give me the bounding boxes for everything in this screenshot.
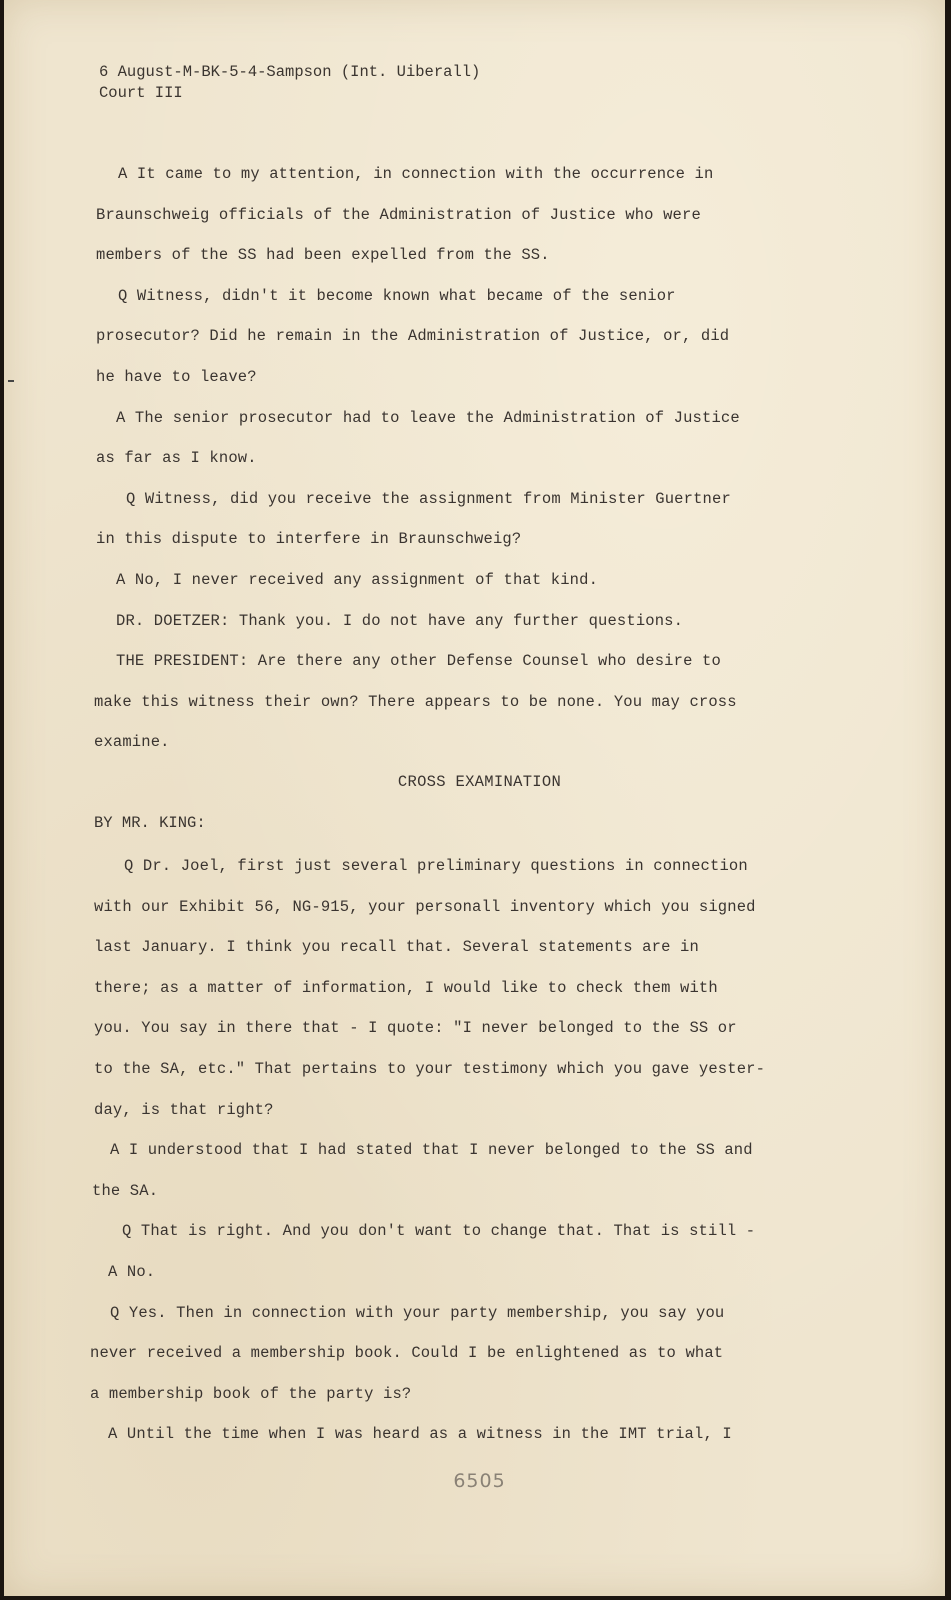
transcript-line: DR. DOETZER: Thank you. I do not have any further questions. xyxy=(116,611,684,630)
transcript-line: with our Exhibit 56, NG-915, your personall inventory which you signed xyxy=(94,897,756,916)
transcript-line: in this dispute to interfere in Braunschweig? xyxy=(96,530,522,549)
transcript-line: never received a membership book. Could I be enlightened as to what xyxy=(90,1344,724,1363)
transcript-line: Q Witness, didn't it become known what became of the senior xyxy=(118,286,676,305)
transcript-line: last January. I think you recall that. Several statements are in xyxy=(94,938,699,957)
transcript-line: Q That is right. And you don't want to change that. That is still - xyxy=(122,1222,756,1241)
transcript-line: A It came to my attention, in connection with the occurrence in xyxy=(118,165,714,183)
examiner-line: BY MR. KING: xyxy=(94,814,206,832)
transcript-line: examine. xyxy=(94,733,170,752)
transcript-line: a membership book of the party is? xyxy=(90,1384,412,1403)
transcript-line: A No. xyxy=(108,1262,156,1281)
transcript-line: prosecutor? Did he remain in the Administration of Justice, or, did xyxy=(96,327,730,346)
transcript-line: make this witness their own? There appears to be none. You may cross xyxy=(94,692,737,711)
document-header xyxy=(99,62,480,104)
transcript-line: Q Witness, did you receive the assignment from Minister Guertner xyxy=(126,489,731,508)
header-session-line: 6 August-M-BK-5-4-Sampson (Int. Uiberall) xyxy=(99,63,481,81)
transcript-line: Braunschweig officials of the Administration of Justice who were xyxy=(96,205,701,224)
margin-mark xyxy=(8,380,14,382)
transcript-line: day, is that right? xyxy=(94,1100,274,1119)
document-page xyxy=(4,0,945,1596)
transcript-line: the SA. xyxy=(92,1181,159,1200)
header-court-line: Court III xyxy=(99,84,183,102)
transcript-line: A Until the time when I was heard as a witness in the IMT trial, I xyxy=(108,1425,732,1444)
transcript-line: to the SA, etc." That pertains to your testimony which you gave yester- xyxy=(94,1059,766,1078)
transcript-block-cross xyxy=(90,846,834,1455)
transcript-line: A The senior prosecutor had to leave the Administration of Justice xyxy=(116,408,740,427)
transcript-line: Q Dr. Joel, first just several preliminary questions in connection xyxy=(124,857,748,875)
transcript-line: as far as I know. xyxy=(96,449,257,468)
transcript-line: A No, I never received any assignment of that kind. xyxy=(116,570,599,589)
transcript-line: there; as a matter of information, I would like to check them with xyxy=(94,978,718,997)
transcript-line: you. You say in there that - I quote: "I never belonged to the SS or xyxy=(94,1019,737,1038)
transcript-line: THE PRESIDENT: Are there any other Defense Counsel who desire to xyxy=(116,652,721,671)
transcript-line: A I understood that I had stated that I never belonged to the SS and xyxy=(110,1141,753,1160)
transcript-line: Q Yes. Then in connection with your party membership, you say you xyxy=(110,1303,725,1322)
transcript-line: he have to leave? xyxy=(96,367,257,386)
transcript-block-direct xyxy=(94,154,834,763)
page-number: 6505 xyxy=(453,1470,506,1492)
section-heading: CROSS EXAMINATION xyxy=(397,773,562,791)
transcript-line: members of the SS had been expelled from the SS. xyxy=(96,246,550,265)
